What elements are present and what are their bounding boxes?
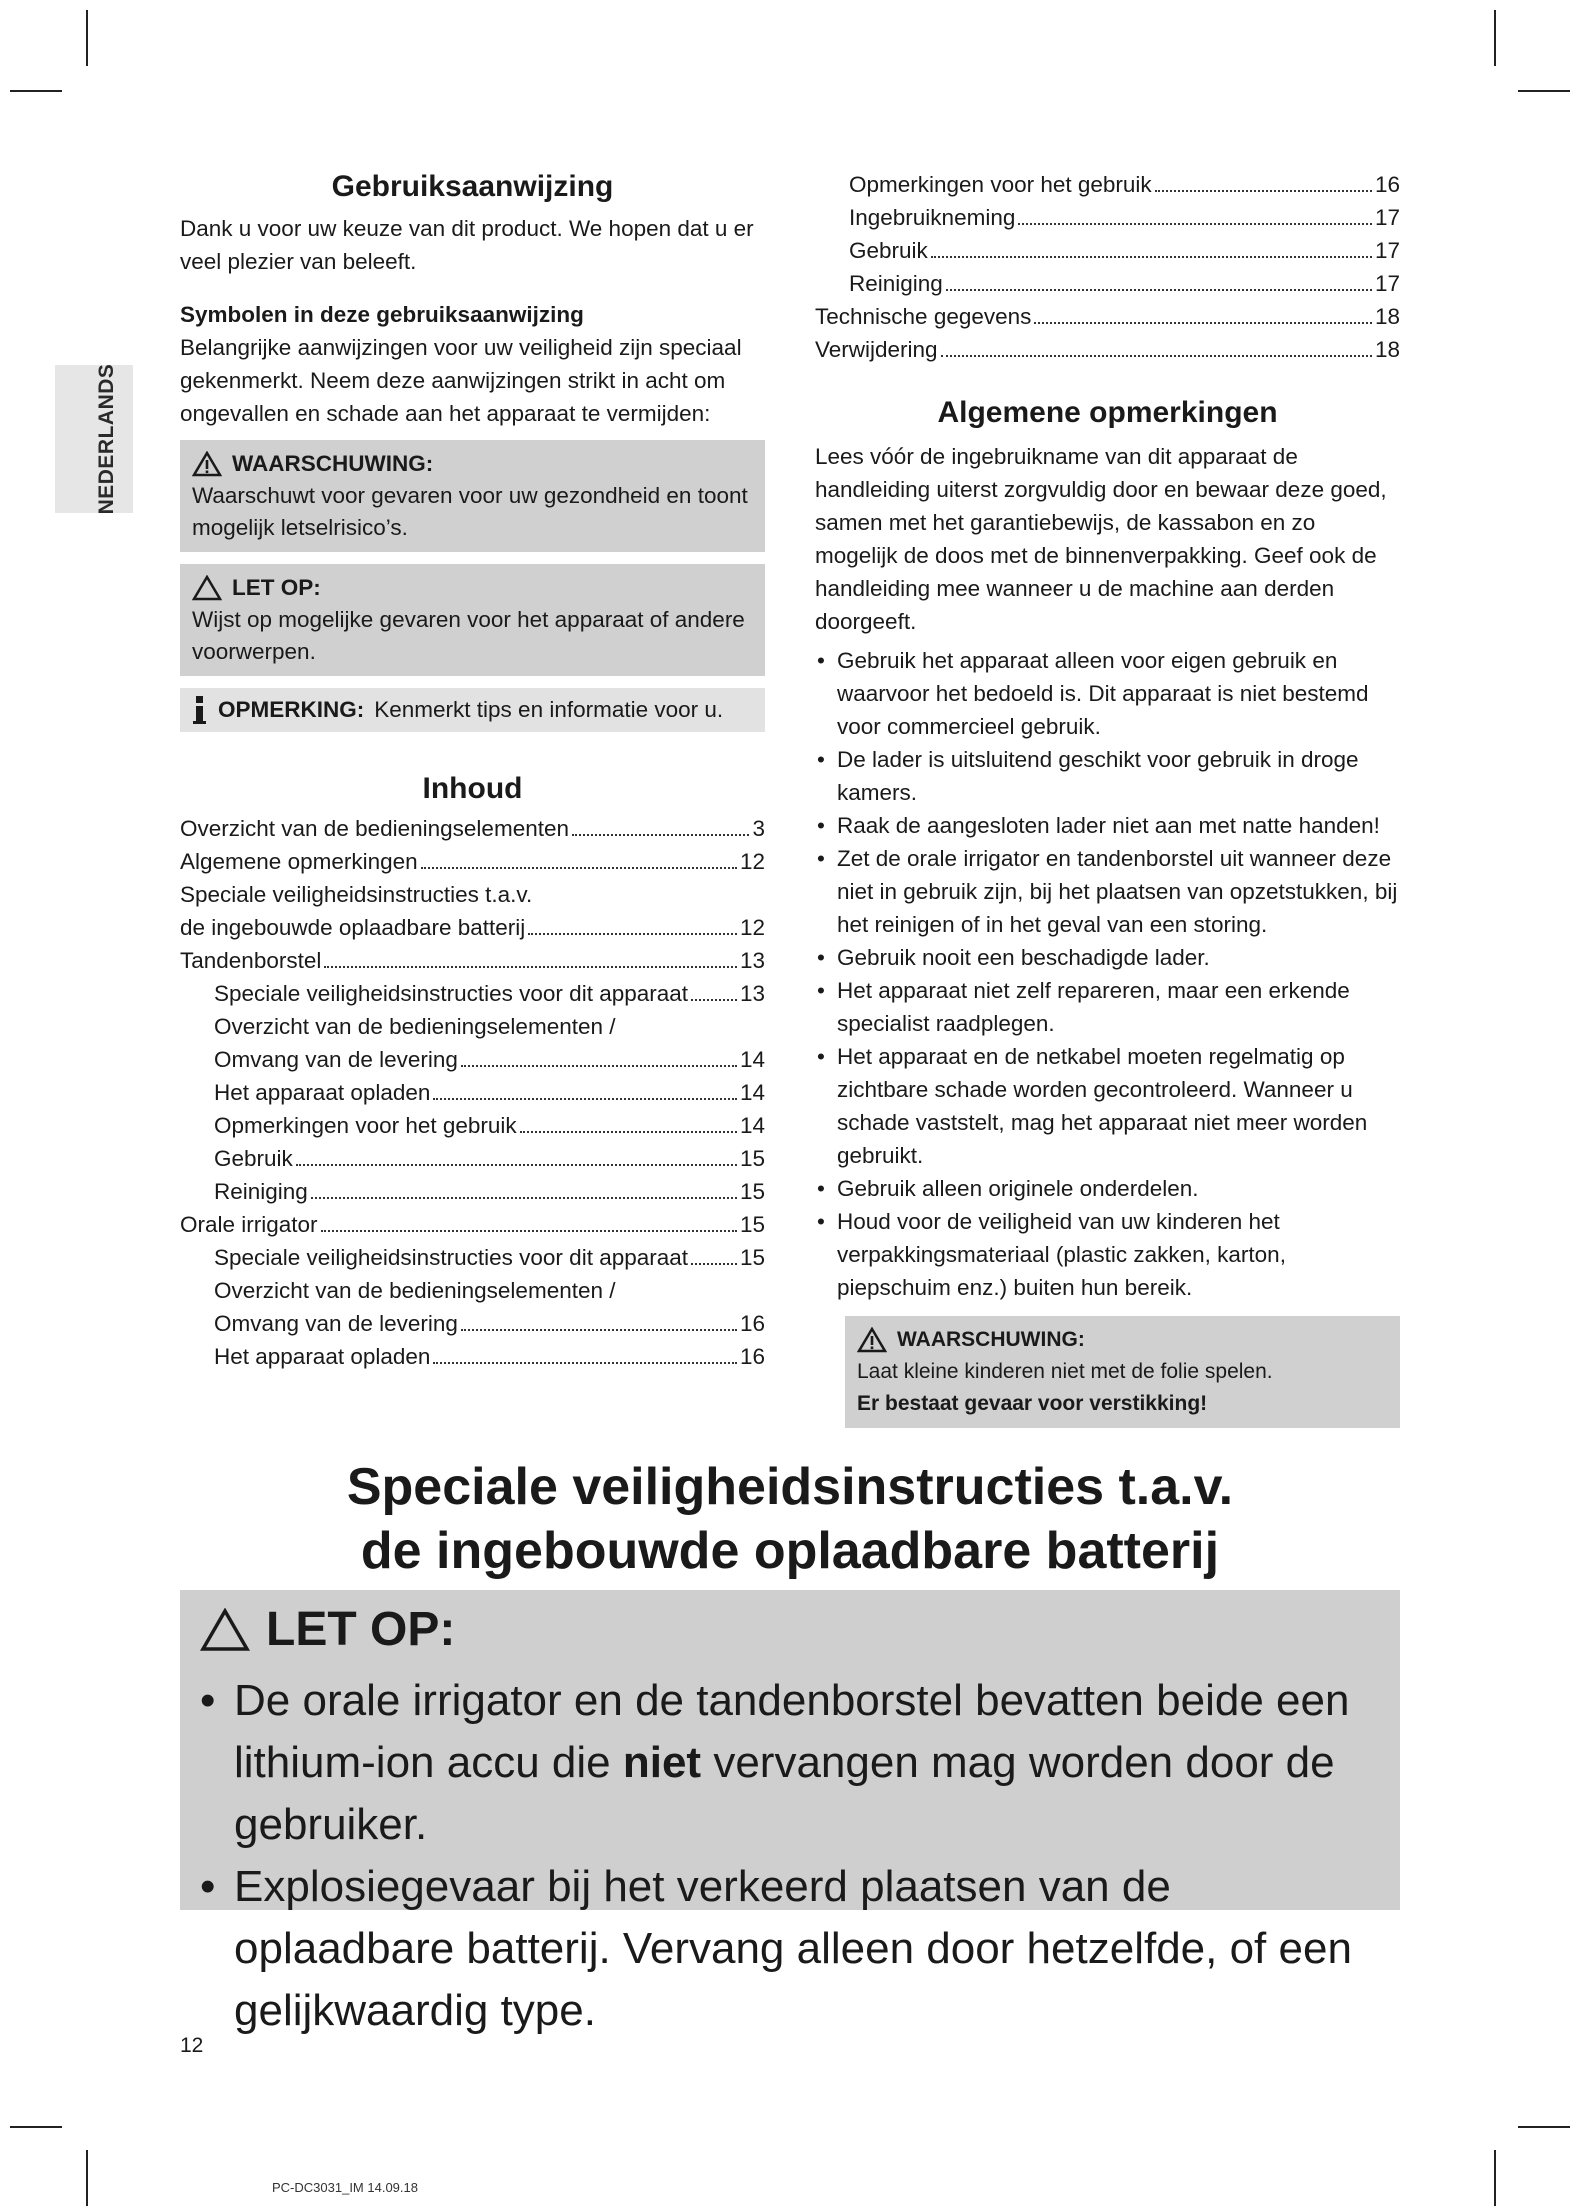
- toc-leader-dots: [1018, 223, 1372, 225]
- toc-entry: [180, 845, 765, 878]
- toc-leader-dots: [1034, 322, 1372, 324]
- general-bullet-item: • Zet de orale irrigator en tandenborstel uit wanneer deze niet in gebruik zijn, bij het plaatsen van opzetstukken, bij het reinigen of in het geval van een storing.: [815, 842, 1400, 941]
- toc-entry-page: 18: [1374, 337, 1400, 362]
- battery-bullet: • Explosiegevaar bij het verkeerd plaatsen van de oplaadbare batterij. Vervang alleen door hetzelfde, of een gelijkwaardig type.: [200, 1856, 1380, 2042]
- toc-entry: [815, 201, 1400, 234]
- toc-entry: [180, 1109, 765, 1142]
- toc-leader-dots: [311, 1197, 737, 1199]
- toc-entry: [180, 944, 765, 977]
- packaging-warning-label: WAARSCHUWING:: [897, 1328, 1085, 1351]
- manual-title: Gebruiksaanwijzing: [331, 170, 614, 203]
- toc-entry: [180, 977, 765, 1010]
- caution-triangle-icon: [192, 575, 222, 601]
- warning-triangle-icon: [192, 451, 222, 477]
- general-text: Lees vóór de ingebruikname van dit apparaat de handleiding uiterst zorgvuldig door en bewaar deze goed, samen met het garantiebewijs, de kassabon en zo mogelijk de doos met de binnenverpakking. Geef ook de handleiding mee wanneer u de machine aan derden doorgeeft.: [815, 444, 1387, 634]
- toc-leader-dots: [433, 1362, 737, 1364]
- crop-mark: [10, 90, 62, 92]
- warning-label: WAARSCHUWING:: [232, 451, 434, 476]
- toc-entry: [180, 1043, 765, 1076]
- toc-entry-title: Gebruik: [214, 1146, 293, 1171]
- crop-mark: [1494, 10, 1496, 66]
- toc-entry: [180, 812, 765, 845]
- toc-entry-page: 16: [739, 1344, 765, 1369]
- toc-leader-dots: [528, 933, 737, 935]
- toc-entry-title: Reiniging: [214, 1179, 308, 1204]
- toc-leader-dots: [946, 289, 1372, 291]
- note-label: OPMERKING:: [218, 697, 365, 722]
- intro-text: Dank u voor uw keuze van dit product. We hopen dat u er veel plezier van beleeft.: [180, 216, 754, 274]
- general-bullet-list: [815, 644, 1400, 1304]
- symbols-text: Belangrijke aanwijzingen voor uw veiligheid zijn speciaal gekenmerkt. Neem deze aanwijzingen strikt in acht om ongevallen en schade aan het apparaat te vermijden:: [180, 335, 742, 426]
- toc-entry-page: 15: [739, 1146, 765, 1171]
- toc-entry-title: Opmerkingen voor het gebruik: [849, 172, 1152, 197]
- toc-entry-title: Het apparaat opladen: [214, 1080, 431, 1105]
- toc-leader-dots: [461, 1329, 737, 1331]
- toc-entry-title: Overzicht van de bedieningselementen: [180, 816, 569, 841]
- language-label: NEDERLANDS: [95, 363, 118, 515]
- toc-entry: [180, 1340, 765, 1373]
- info-icon: [192, 695, 208, 725]
- toc-leader-dots: [324, 966, 737, 968]
- general-bullet-item: • Raak de aangesloten lader niet aan met natte handen!: [815, 809, 1400, 842]
- toc-entry-title: Algemene opmerkingen: [180, 849, 418, 874]
- crop-mark: [10, 2126, 62, 2128]
- toc-entry: [815, 267, 1400, 300]
- toc-entry: [815, 168, 1400, 201]
- toc-entry-page: 13: [739, 981, 765, 1006]
- warning-box: [180, 440, 765, 552]
- toc-leader-dots: [520, 1131, 737, 1133]
- toc-entry: [815, 333, 1400, 366]
- toc-entry-title: Ingebruikneming: [849, 205, 1016, 230]
- crop-mark: [1518, 2126, 1570, 2128]
- toc-entry-title: Verwijdering: [815, 337, 938, 362]
- toc-entry-page: 16: [1374, 172, 1400, 197]
- toc-entry: [180, 1307, 765, 1340]
- toc-entry-title: Het apparaat opladen: [214, 1344, 431, 1369]
- toc-leader-dots: [421, 867, 737, 869]
- battery-title-line2: de ingebouwde oplaadbare batterij: [360, 1522, 1220, 1580]
- caution-triangle-icon: [200, 1608, 250, 1652]
- toc-entry-page: 16: [739, 1311, 765, 1336]
- language-side-tab: [55, 365, 133, 513]
- toc-entry: [180, 1142, 765, 1175]
- toc-entry-page: 12: [739, 915, 765, 940]
- general-bullet-item: • De lader is uitsluitend geschikt voor gebruik in droge kamers.: [815, 743, 1400, 809]
- general-bullet-item: • Het apparaat en de netkabel moeten regelmatig op zichtbare schade worden gecontroleerd. Wanneer u schade vaststelt, mag het apparaat niet meer worden gebruikt.: [815, 1040, 1400, 1172]
- toc-entry-page: 18: [1374, 304, 1400, 329]
- toc-entry-page: 15: [739, 1245, 765, 1270]
- symbols-heading: Symbolen in deze gebruiksaanwijzing: [180, 302, 584, 327]
- toc-entry-title: Tandenborstel: [180, 948, 322, 973]
- toc-leader-dots: [461, 1065, 737, 1067]
- toc-entry: [180, 1208, 765, 1241]
- toc-leader-dots: [691, 1263, 737, 1265]
- battery-bullet-list: [200, 1670, 1380, 2042]
- toc-entry-title: Speciale veiligheidsinstructies t.a.v.: [180, 882, 533, 907]
- left-column: [180, 170, 765, 1373]
- toc-entry-page: 13: [739, 948, 765, 973]
- general-bullet-item: • Gebruik nooit een beschadigde lader.: [815, 941, 1400, 974]
- toc-entry-page: 3: [752, 816, 765, 841]
- toc-entry-page: 15: [739, 1212, 765, 1237]
- general-bullet-item: • Gebruik het apparaat alleen voor eigen gebruik en waarvoor het bedoeld is. Dit apparaat is niet bestemd voor commercieel gebruik.: [815, 644, 1400, 743]
- toc-leader-dots: [296, 1164, 737, 1166]
- toc-leader-dots: [931, 256, 1372, 258]
- toc-entry: [180, 878, 765, 911]
- packaging-warning-line1: Laat kleine kinderen niet met de folie spelen.: [857, 1360, 1273, 1383]
- crop-mark: [1518, 90, 1570, 92]
- note-text: Kenmerkt tips en informatie voor u.: [374, 697, 724, 722]
- crop-mark: [1494, 2150, 1496, 2206]
- toc-entry: [815, 234, 1400, 267]
- battery-caution-box: [180, 1590, 1400, 2035]
- caution-label: LET OP:: [232, 575, 321, 600]
- battery-section-heading: [180, 1455, 1400, 1583]
- crop-mark: [86, 2150, 88, 2206]
- toc-leader-dots: [433, 1098, 737, 1100]
- toc-entry-page: 17: [1374, 271, 1400, 296]
- toc-entry-page: 17: [1374, 205, 1400, 230]
- caution-box: [180, 564, 765, 676]
- toc-entry-page: 14: [739, 1113, 765, 1138]
- toc-entry-page: 15: [739, 1179, 765, 1204]
- toc-entry-title: Overzicht van de bedieningselementen /: [214, 1278, 616, 1303]
- warning-text: Waarschuwt voor gevaren voor uw gezondheid en toont mogelijk letselrisico’s.: [192, 483, 748, 540]
- table-of-contents-continued: [815, 168, 1400, 366]
- battery-bullet: • De orale irrigator en de tandenborstel bevatten beide een lithium-ion accu die niet vervangen mag worden door de gebruiker.: [200, 1670, 1380, 1856]
- toc-entry: [180, 1175, 765, 1208]
- toc-entry-title: Speciale veiligheidsinstructies voor dit apparaat: [214, 981, 689, 1006]
- battery-caution-label: LET OP:: [266, 1603, 456, 1656]
- toc-entry: [180, 1010, 765, 1043]
- general-bullet-item: • Houd voor de veiligheid van uw kinderen het verpakkingsmateriaal (plastic zakken, karton, piepschuim enz.) buiten hun bereik.: [815, 1205, 1400, 1304]
- warning-triangle-icon: [857, 1327, 887, 1353]
- toc-entry-page: 14: [739, 1080, 765, 1105]
- toc-entry: [180, 1241, 765, 1274]
- toc-entry-title: Gebruik: [849, 238, 928, 263]
- packaging-warning-line2: Er bestaat gevaar voor verstikking!: [857, 1392, 1208, 1415]
- toc-leader-dots: [691, 999, 737, 1001]
- packaging-warning-box: [845, 1316, 1400, 1428]
- toc-leader-dots: [321, 1230, 737, 1232]
- toc-entry: [180, 1076, 765, 1109]
- general-bullet-item: • Het apparaat niet zelf repareren, maar een erkende specialist raadplegen.: [815, 974, 1400, 1040]
- toc-entry-title: Opmerkingen voor het gebruik: [214, 1113, 517, 1138]
- toc-entry-page: 14: [739, 1047, 765, 1072]
- caution-text: Wijst op mogelijke gevaren voor het apparaat of andere voorwerpen.: [192, 607, 745, 664]
- toc-leader-dots: [941, 355, 1372, 357]
- toc-entry-page: 17: [1374, 238, 1400, 263]
- toc-entry-title: Reiniging: [849, 271, 943, 296]
- toc-leader-dots: [572, 834, 749, 836]
- toc-entry-title: Speciale veiligheidsinstructies voor dit apparaat: [214, 1245, 689, 1270]
- toc-entry-title: Overzicht van de bedieningselementen /: [214, 1014, 616, 1039]
- right-column: [815, 172, 1400, 1428]
- general-bullet-item: • Gebruik alleen originele onderdelen.: [815, 1172, 1400, 1205]
- toc-entry: [180, 1274, 765, 1307]
- toc-entry-title: Omvang van de levering: [214, 1047, 458, 1072]
- page-number: 12: [180, 2034, 204, 2057]
- battery-title-line1: Speciale veiligheidsinstructies t.a.v.: [346, 1458, 1234, 1516]
- toc-entry-title: de ingebouwde oplaadbare batterij: [180, 915, 526, 940]
- toc-leader-dots: [1155, 190, 1372, 192]
- toc-title: Inhoud: [422, 772, 523, 805]
- note-box: [180, 688, 765, 732]
- toc-entry-page: 12: [739, 849, 765, 874]
- toc-entry: [815, 300, 1400, 333]
- general-title: Algemene opmerkingen: [937, 396, 1278, 429]
- crop-mark: [86, 10, 88, 66]
- footer-code: PC-DC3031_IM 14.09.18: [272, 2180, 418, 2195]
- toc-entry-title: Omvang van de levering: [214, 1311, 458, 1336]
- toc-entry: [180, 911, 765, 944]
- table-of-contents: [180, 812, 765, 1373]
- toc-entry-title: Orale irrigator: [180, 1212, 318, 1237]
- toc-entry-title: Technische gegevens: [815, 304, 1032, 329]
